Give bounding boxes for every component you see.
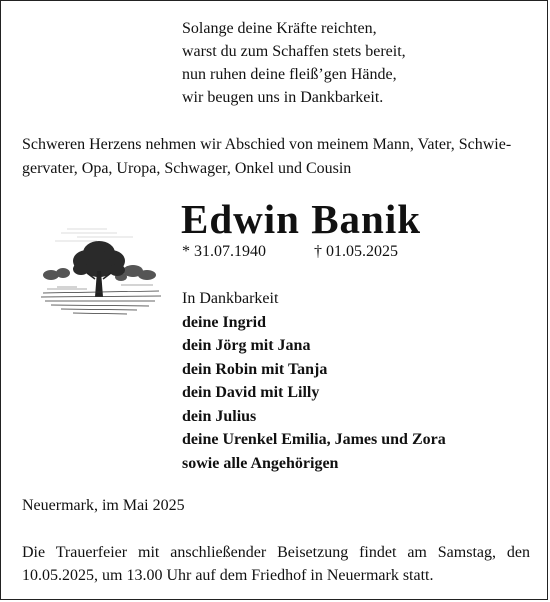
mourner-name: deine Ingrid <box>182 313 267 331</box>
mourner-name: sowie alle Angehörigen <box>182 454 339 472</box>
intro-line: gervater, Opa, Uropa, Schwager, Onkel und Cousin <box>22 160 352 177</box>
funeral-info <box>22 541 530 587</box>
mourner-name: deine Urenkel Emilia, James und Zora <box>182 431 446 448</box>
poem-line: Solange deine Kräfte reichten, <box>182 20 377 37</box>
poem-line: nun ruhen deine fleiß’gen Hände, <box>182 66 397 83</box>
funeral-line: Die Trauerfeier mit anschließender Beisetzung findet am Samstag, den <box>22 544 530 561</box>
mourners-heading: In Dankbarkeit <box>182 290 279 307</box>
birth-date: * 31.07.1940 <box>182 243 266 260</box>
mourner-name: dein Robin mit Tanja <box>182 360 328 378</box>
mourners-list <box>182 287 446 475</box>
poem-line: wir beugen uns in Dankbarkeit. <box>182 89 384 106</box>
mourner-name: dein David mit Lilly <box>182 384 320 401</box>
tree-illustration-icon <box>37 223 165 319</box>
mourner-name: dein Jörg mit Jana <box>182 337 311 354</box>
deceased-name: Edwin Banik <box>181 196 422 242</box>
intro-line: Schweren Herzens nehmen wir Abschied von meinem Mann, Vater, Schwie- <box>22 136 512 153</box>
poem <box>182 17 406 109</box>
death-date: † 01.05.2025 <box>314 243 398 260</box>
place-date: Neuermark, im Mai 2025 <box>22 497 185 514</box>
poem-line: warst du zum Schaffen stets bereit, <box>182 43 406 60</box>
mourner-name: dein Julius <box>182 407 257 425</box>
funeral-line: 10.05.2025, um 13.00 Uhr auf dem Friedhof in Neuermark statt. <box>22 567 434 584</box>
intro-text <box>22 133 532 181</box>
